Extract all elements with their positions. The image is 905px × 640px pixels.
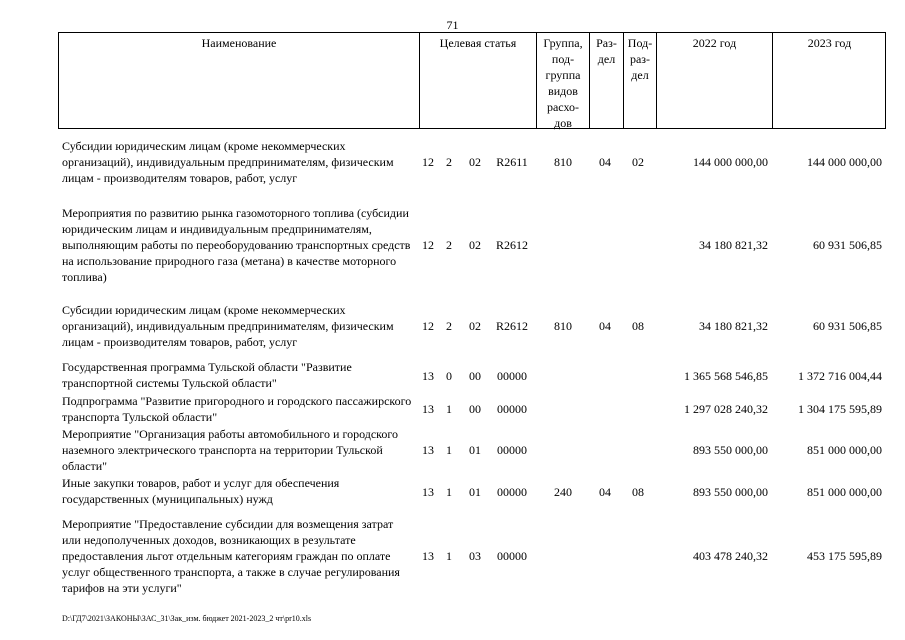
- row-group: 810: [554, 319, 572, 333]
- target-p2: 2: [446, 238, 452, 252]
- row-section: 04: [599, 155, 611, 169]
- row-2023: 60 931 506,85: [813, 238, 882, 252]
- row-2023: 851 000 000,00: [807, 443, 882, 457]
- row-subsection: 08: [632, 319, 644, 333]
- target-p2: 1: [446, 402, 452, 416]
- target-p3: 00: [469, 369, 481, 383]
- target-p4: 00000: [497, 369, 527, 383]
- header-2023: 2023 год: [807, 36, 852, 50]
- row-2023: 1 304 175 595,89: [798, 402, 882, 416]
- row-name: Субсидии юридическим лицам (кроме некоммерческих организаций), индивидуальным предпринимателям, физическим лицам - производителям товаров, работ, услуг: [62, 303, 394, 349]
- page-number: 71: [446, 18, 459, 32]
- target-p4: 00000: [497, 549, 527, 563]
- row-2023: 60 931 506,85: [813, 319, 882, 333]
- row-2023: 1 372 716 004,44: [798, 369, 882, 383]
- row-2022: 34 180 821,32: [699, 238, 768, 252]
- row-subsection: 08: [632, 485, 644, 499]
- target-p1: 13: [422, 549, 434, 563]
- row-name: Субсидии юридическим лицам (кроме некоммерческих организаций), индивидуальным предпринимателям, физическим лицам - производителям товаров, работ, услуг: [62, 139, 394, 185]
- row-2023: 851 000 000,00: [807, 485, 882, 499]
- target-p3: 01: [469, 485, 481, 499]
- target-p4: R2611: [496, 155, 528, 169]
- header-subsection: Под- раз- дел: [627, 36, 653, 82]
- target-p2: 2: [446, 319, 452, 333]
- row-2022: 893 550 000,00: [693, 443, 768, 457]
- target-p2: 1: [446, 443, 452, 457]
- row-2022: 403 478 240,32: [693, 549, 768, 563]
- row-2023: 453 175 595,89: [807, 549, 882, 563]
- target-p2: 0: [446, 369, 452, 383]
- target-p3: 00: [469, 402, 481, 416]
- target-p1: 12: [422, 155, 434, 169]
- row-name: Мероприятия по развитию рынка газомоторного топлива (субсидии юридическим лицам и индивидуальным предпринимателям, выполняющим работы по переоборудованию транспортных средств на использование природного газа (метана) в качестве моторного топлива): [62, 206, 411, 284]
- target-p2: 2: [446, 155, 452, 169]
- row-subsection: 02: [632, 155, 644, 169]
- target-p1: 12: [422, 319, 434, 333]
- target-p1: 13: [422, 402, 434, 416]
- row-2022: 893 550 000,00: [693, 485, 768, 499]
- header-name: Наименование: [201, 36, 277, 50]
- row-2022: 1 365 568 546,85: [684, 369, 768, 383]
- row-section: 04: [599, 319, 611, 333]
- target-p3: 01: [469, 443, 481, 457]
- target-p3: 02: [469, 319, 481, 333]
- target-p4: 00000: [497, 443, 527, 457]
- target-p1: 13: [422, 369, 434, 383]
- target-p4: R2612: [495, 238, 528, 252]
- target-p3: 02: [469, 155, 481, 169]
- row-2022: 144 000 000,00: [693, 155, 768, 169]
- row-name: Государственная программа Тульской области "Развитие транспортной системы Тульской области": [62, 360, 352, 390]
- target-p1: 13: [422, 443, 434, 457]
- target-p1: 13: [422, 485, 434, 499]
- file-path-footer: D:\ГД7\2021\ЗАКОНЫ\ЗАС_31\Зак_изм. бюджет 2021-2023_2 чт\pr10.xls: [62, 614, 312, 623]
- row-2023: 144 000 000,00: [807, 155, 882, 169]
- row-2022: 34 180 821,32: [699, 319, 768, 333]
- target-p1: 12: [422, 238, 434, 252]
- table-header: [58, 32, 886, 129]
- header-target: Целевая статья: [439, 36, 517, 50]
- target-p3: 02: [469, 238, 481, 252]
- target-p3: 03: [469, 549, 481, 563]
- row-name: Подпрограмма "Развитие пригородного и городского пассажирского транспорта Тульской области": [62, 394, 412, 424]
- target-p4: R2612: [495, 319, 528, 333]
- target-p2: 1: [446, 485, 452, 499]
- row-2022: 1 297 028 240,32: [684, 402, 768, 416]
- target-p2: 1: [446, 549, 452, 563]
- row-section: 04: [599, 485, 611, 499]
- row-group: 240: [554, 485, 572, 499]
- row-name: Мероприятие "Организация работы автомобильного и городского наземного электрического транспорта на территории Тульской области": [62, 427, 399, 473]
- row-name: Мероприятие "Предоставление субсидии для возмещения затрат или недополученных доходов, возникающих в результате предоставления льгот отдельным категориям граждан по оплате услуг общественного транспорта, а также в случае регулирования тарифов на эти услуги": [62, 517, 400, 595]
- row-name: Иные закупки товаров, работ и услуг для обеспечения государственных (муниципальных) нужд: [62, 476, 340, 506]
- header-section: Раз- дел: [596, 36, 617, 66]
- target-p4: 00000: [497, 402, 527, 416]
- row-group: 810: [554, 155, 572, 169]
- header-group: Группа, под- группа видов расхо- дов: [543, 36, 583, 130]
- target-p4: 00000: [497, 485, 527, 499]
- header-2022: 2022 год: [692, 36, 737, 50]
